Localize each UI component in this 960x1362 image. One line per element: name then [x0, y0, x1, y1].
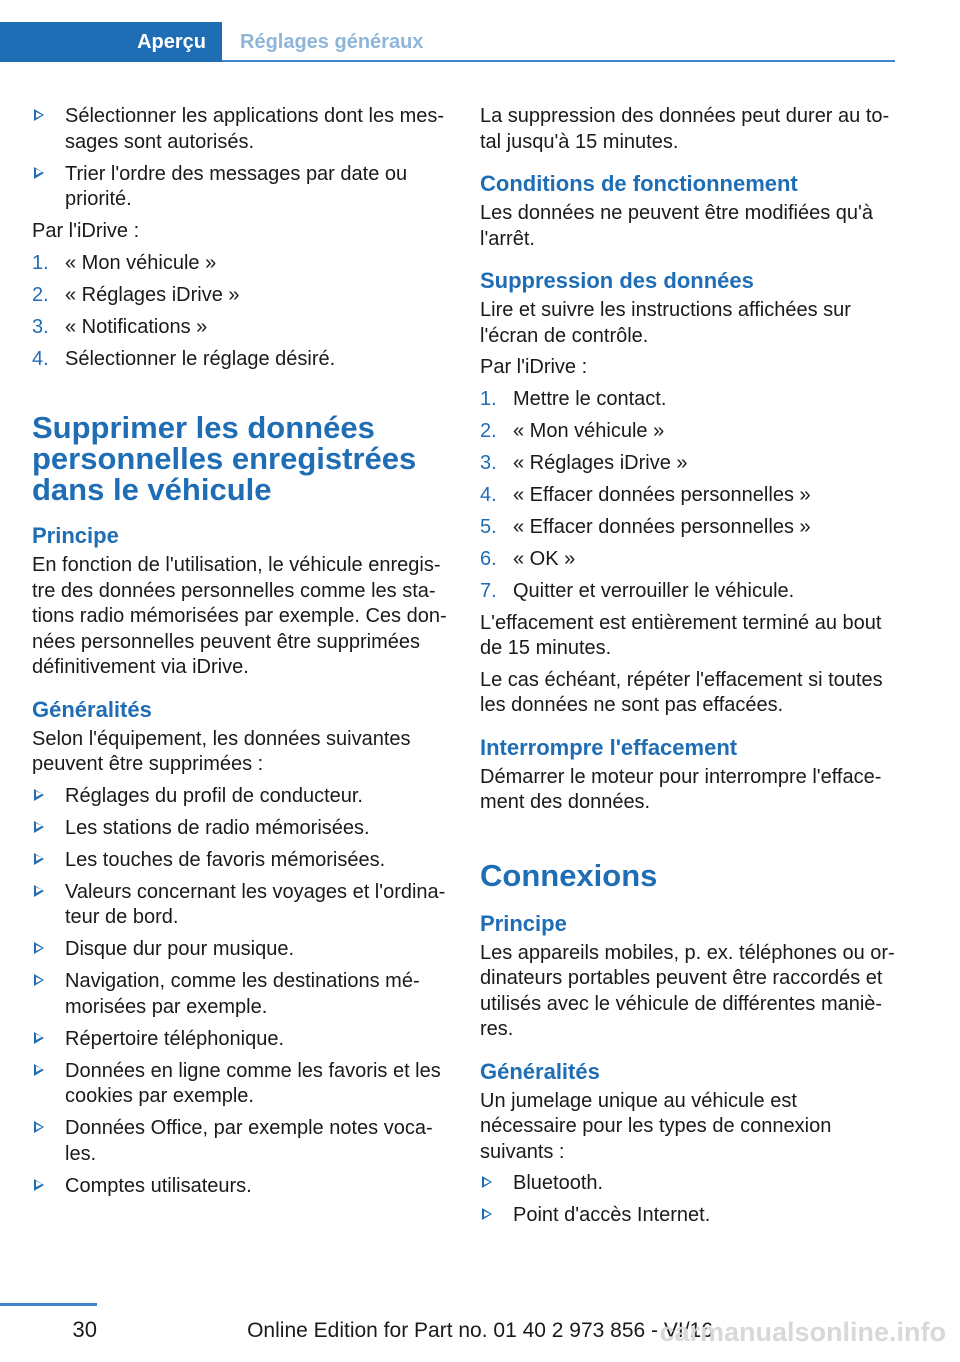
list-item: Répertoire téléphonique. [32, 1027, 452, 1053]
right-column [480, 104, 895, 1235]
triangle-bullet-icon [34, 1121, 44, 1133]
step-item: 5. « Effacer données personnelles » [480, 515, 811, 538]
section-title-connexions: Connexions [480, 857, 658, 893]
edition-note: Online Edition for Part no. 01 40 2 973 856 - VI/16 [247, 1319, 713, 1342]
notification-steps [32, 251, 452, 373]
triangle-bullet-icon [34, 1032, 44, 1044]
subheading-generalites: Généralités [480, 1058, 600, 1084]
step-item: 3. « Notifications » [32, 315, 208, 338]
intro-paragraph: La suppression des données peut durer au to‐tal jusqu'à 15 minutes. [480, 105, 890, 153]
page-number: 30 [72, 1317, 97, 1342]
conditions-paragraph: Les données ne peuvent être modifiées qu'à l'arrêt. [480, 202, 873, 250]
step-item: 4. « Effacer données personnelles » [480, 483, 811, 506]
list-item: Navigation, comme les destinations mé‐morisées par exemple. [32, 969, 452, 1020]
subheading-interrompre: Interrompre l'effacement [480, 734, 738, 760]
subheading-principe: Principe [480, 910, 567, 936]
footer-rule [0, 1303, 97, 1306]
deletable-data-list [32, 784, 452, 1200]
left-column [32, 104, 452, 1206]
par-idrive-label: Par l'iDrive : [480, 356, 588, 378]
subheading-generalites: Généralités [32, 696, 152, 722]
triangle-bullet-icon [34, 1064, 44, 1076]
list-item: Les stations de radio mémorisées. [32, 816, 452, 842]
generalites-paragraph: Selon l'équipement, les données suivantes peuvent être supprimées : [32, 727, 411, 775]
list-item: Les touches de favoris mémorisées. [32, 848, 452, 874]
triangle-bullet-icon [34, 167, 44, 179]
notification-options-list [32, 104, 452, 213]
step-item: 1. « Mon véhicule » [32, 251, 217, 274]
step-item: 2. « Réglages iDrive » [32, 283, 240, 306]
generalites-paragraph: Un jumelage unique au véhicule est nécessaire pour les types de connexion suivants : [480, 1089, 832, 1163]
triangle-bullet-icon [482, 1208, 492, 1220]
suppression-paragraph: Lire et suivre les instructions affichées sur l'écran de contrôle. [480, 299, 851, 347]
list-item: Bluetooth. [480, 1171, 895, 1197]
list-item: Sélectionner les applications dont les mes‐sages sont autorisés. [32, 104, 452, 155]
step-item: 6. « OK » [480, 547, 576, 570]
subheading-conditions: Conditions de fonctionnement [480, 171, 798, 196]
list-item: Comptes utilisateurs. [32, 1174, 452, 1200]
principe-paragraph: En fonction de l'utilisation, le véhicule enregis‐tre des données personnelles comme les sta‐tions radio mémorisées par exemple. Ces don‐nées personnelles peuvent être supprimées définitivement via iDrive. [32, 554, 447, 678]
interrompre-paragraph: Démarrer le moteur pour interrompre l'efface‐ment des données. [480, 765, 882, 813]
step-item: 1. Mettre le contact. [480, 387, 667, 410]
completion-paragraph: L'effacement est entièrement terminé au bout de 15 minutes. [480, 611, 882, 659]
list-item: Valeurs concernant les voyages et l'ordina‐teur de bord. [32, 880, 452, 931]
watermark: carmanualsonline.info [659, 1317, 946, 1347]
repeat-paragraph: Le cas échéant, répéter l'effacement si toutes les données ne sont pas effacées. [480, 668, 883, 716]
triangle-bullet-icon [34, 853, 44, 865]
triangle-bullet-icon [34, 789, 44, 801]
triangle-bullet-icon [34, 974, 44, 986]
par-idrive-label: Par l'iDrive : [32, 220, 140, 242]
subheading-suppression: Suppression des données [480, 268, 754, 293]
triangle-bullet-icon [34, 821, 44, 833]
list-item: Données en ligne comme les favoris et les cookies par exemple. [32, 1059, 452, 1110]
triangle-bullet-icon [34, 942, 44, 954]
list-item: Trier l'ordre des messages par date ou priorité. [32, 162, 452, 213]
page-header [0, 22, 895, 62]
step-item: 2. « Mon véhicule » [480, 419, 665, 442]
tab-apercu[interactable]: Aperçu [0, 22, 222, 62]
step-item: 7. Quitter et verrouiller le véhicule. [480, 579, 795, 602]
step-item: 3. « Réglages iDrive » [480, 451, 688, 474]
list-item: Point d'accès Internet. [480, 1203, 895, 1229]
triangle-bullet-icon [34, 885, 44, 897]
triangle-bullet-icon [482, 1176, 492, 1188]
principe-paragraph: Les appareils mobiles, p. ex. téléphones ou or‐dinateurs portables peuvent être raccordés et utilisés avec le véhicule de différentes maniè‐res. [480, 941, 895, 1040]
triangle-bullet-icon [34, 109, 44, 121]
step-item: 4. Sélectionner le réglage désiré. [32, 347, 336, 370]
list-item: Disque dur pour musique. [32, 937, 452, 963]
connection-types-list [480, 1171, 895, 1229]
triangle-bullet-icon [34, 1179, 44, 1191]
subheading-principe: Principe [32, 523, 119, 548]
section-title-supprimer: Supprimer les données personnelles enregistrées dans le véhicule [32, 410, 417, 507]
list-item: Données Office, par exemple notes voca‐les. [32, 1116, 452, 1167]
deletion-steps [480, 387, 895, 605]
tab-reglages-generaux[interactable]: Réglages généraux [240, 31, 424, 53]
list-item: Réglages du profil de conducteur. [32, 784, 452, 810]
